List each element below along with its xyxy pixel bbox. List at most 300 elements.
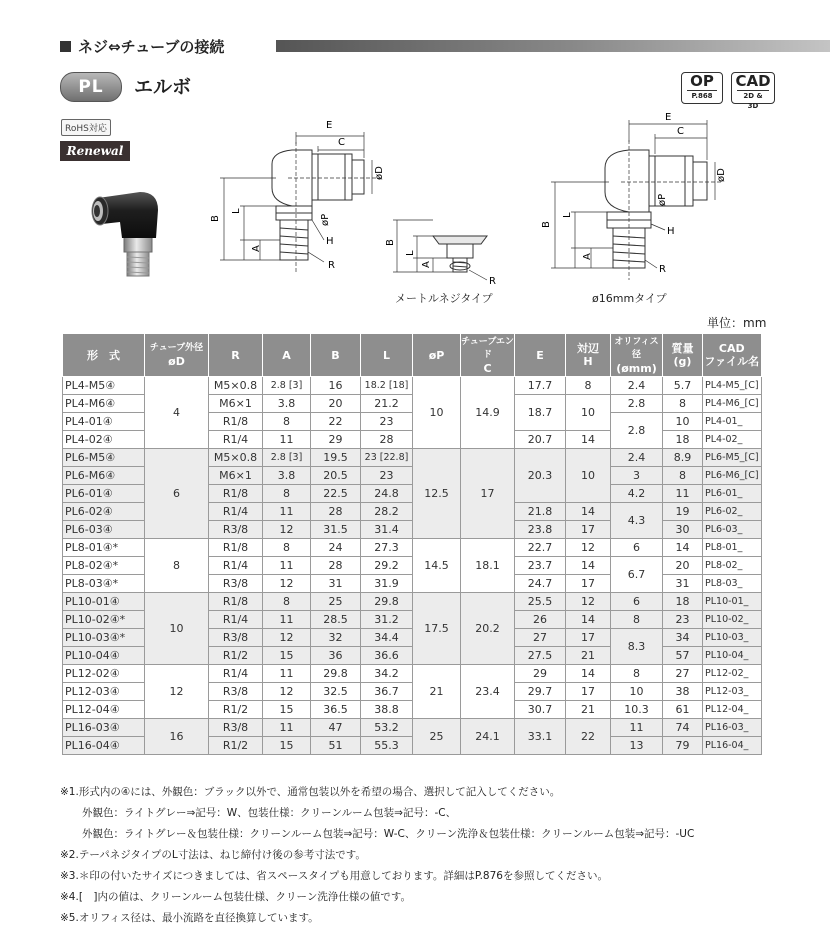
op-label: OP [690,72,714,90]
cell-l: 29.8 [361,593,413,611]
dimension-drawing-standard [200,112,385,292]
cell-orifice: 4.2 [611,485,663,503]
cell-mass: 20 [663,557,703,575]
cell-tube-od: 16 [145,719,209,755]
cell-h: 14 [566,431,611,449]
note-1-sub-a: 外観色：ライトグレー⇒記号：W、包装仕様：クリーンルーム包装⇒記号：-C、 [82,807,457,819]
cell-h: 17 [566,683,611,701]
cell-r: M6×1 [209,467,263,485]
cell-b: 25 [311,593,361,611]
cell-e: 17.7 [515,377,566,395]
product-name: エルボ [134,76,192,98]
cell-h: 14 [566,611,611,629]
cell-l: 53.2 [361,719,413,737]
svg-text:R: R [489,276,496,287]
cell-orifice: 2.4 [611,449,663,467]
svg-text:H: H [326,236,334,247]
column-header-line: H [583,355,593,368]
cell-p: 21 [413,665,461,719]
cell-orifice: 6 [611,539,663,557]
cell-p: 25 [413,719,461,755]
cell-h: 12 [566,539,611,557]
cell-b: 22 [311,413,361,431]
table-row [63,593,762,611]
cell-r: R3/8 [209,719,263,737]
footnotes [60,782,830,929]
cell-c: 17 [461,449,515,539]
cell-p: 10 [413,377,461,449]
spec-table [62,333,762,755]
cell-c: 18.1 [461,539,515,593]
cell-orifice: 3 [611,467,663,485]
cell-a: 8 [263,413,311,431]
cell-mass: 10 [663,413,703,431]
cell-model: PL6-M6④ [63,467,145,485]
cell-model: PL6-01④ [63,485,145,503]
column-header-line: øP [428,348,445,362]
cell-model: PL4-01④ [63,413,145,431]
cell-tube-od: 4 [145,377,209,449]
svg-text:H: H [667,226,675,237]
cell-cad-file: PL12-04_ [703,701,762,719]
cell-e: 23.7 [515,557,566,575]
cell-model: PL8-03④* [63,575,145,593]
cell-a: 12 [263,629,311,647]
cell-mass: 57 [663,647,703,665]
column-header-line: オリフィス径 [614,336,659,360]
cell-cad-file: PL6-01_ [703,485,762,503]
cell-r: M6×1 [209,395,263,413]
cell-e: 24.7 [515,575,566,593]
column-header [611,334,663,377]
column-header-line: 形 式 [87,348,120,362]
cell-r: R1/4 [209,431,263,449]
cell-b: 32 [311,629,361,647]
column-header-line: (ømm) [616,361,657,375]
cell-mass: 14 [663,539,703,557]
svg-text:A: A [251,245,262,252]
cell-r: R1/8 [209,593,263,611]
cell-l: 55.3 [361,737,413,755]
cell-mass: 8 [663,395,703,413]
cell-model: PL12-03④ [63,683,145,701]
cell-mass: 8 [663,467,703,485]
cell-r: M5×0.8 [209,377,263,395]
cell-b: 29 [311,431,361,449]
cell-l: 28.2 [361,503,413,521]
cell-r: R1/2 [209,701,263,719]
cell-a: 2.8 [3] [263,377,311,395]
note-4: ※4.[ ]内の値は、クリーンルーム包装仕様、クリーン洗浄仕様の値です。 [60,891,411,903]
cell-a: 15 [263,647,311,665]
table-body [63,377,762,755]
cell-orifice: 11 [611,719,663,737]
cad-tag[interactable] [731,72,775,110]
cell-b: 22.5 [311,485,361,503]
cell-tube-od: 10 [145,593,209,665]
cell-e: 20.7 [515,431,566,449]
note-5: ※5.オリフィス径は、最小流路を直径換算しています。 [60,912,319,924]
cell-r: R1/8 [209,413,263,431]
svg-text:A: A [421,261,432,268]
cell-e: 33.1 [515,719,566,755]
options-page-tag[interactable] [681,72,723,104]
cell-l: 24.8 [361,485,413,503]
column-header [566,334,611,377]
cell-cad-file: PL10-04_ [703,647,762,665]
cell-cad-file: PL16-04_ [703,737,762,755]
cell-l: 21.2 [361,395,413,413]
column-header [311,334,361,377]
header-square-marker [60,41,71,52]
cell-orifice: 8.3 [611,629,663,665]
section-title: ネジ⇔チューブの接続 [78,38,225,56]
cell-mass: 23 [663,611,703,629]
cell-mass: 19 [663,503,703,521]
cell-l: 31.9 [361,575,413,593]
cell-a: 11 [263,431,311,449]
cell-mass: 18 [663,593,703,611]
cell-cad-file: PL8-03_ [703,575,762,593]
cell-b: 47 [311,719,361,737]
cell-cad-file: PL10-02_ [703,611,762,629]
cell-b: 28 [311,503,361,521]
cell-a: 2.8 [3] [263,449,311,467]
cell-mass: 30 [663,521,703,539]
cell-l: 36.7 [361,683,413,701]
svg-text:B: B [385,239,396,246]
column-header-line: øD [168,355,185,368]
cell-orifice: 10 [611,683,663,701]
note-1-sub-b: 外観色：ライトグレー＆包装仕様：クリーンルーム包装⇒記号：W-C、クリーン洗浄＆包装仕様：クリーンルーム包装⇒記号：-UC [82,828,695,840]
dimension-drawing-metric [383,212,503,290]
svg-text:øD: øD [374,166,385,180]
cell-h: 21 [566,647,611,665]
cell-r: R3/8 [209,521,263,539]
cell-mass: 38 [663,683,703,701]
cell-b: 16 [311,377,361,395]
cell-e: 27.5 [515,647,566,665]
cell-model: PL12-02④ [63,665,145,683]
cell-h: 12 [566,593,611,611]
column-header [361,334,413,377]
cell-cad-file: PL10-01_ [703,593,762,611]
header-gradient-bar [276,40,830,52]
cell-r: R1/2 [209,737,263,755]
cell-b: 24 [311,539,361,557]
cell-cad-file: PL12-02_ [703,665,762,683]
cell-a: 12 [263,683,311,701]
table-row [63,665,762,683]
cell-cad-file: PL10-03_ [703,629,762,647]
product-photo [80,178,180,288]
cell-p: 14.5 [413,539,461,593]
cell-orifice: 6 [611,593,663,611]
cell-e: 30.7 [515,701,566,719]
cell-h: 14 [566,665,611,683]
cell-h: 17 [566,629,611,647]
cell-e: 26 [515,611,566,629]
cad-label: CAD [735,72,771,90]
column-header [515,334,566,377]
cell-l: 23 [361,413,413,431]
cell-b: 31 [311,575,361,593]
svg-text:L: L [231,208,242,214]
cell-h: 14 [566,503,611,521]
cell-l: 31.2 [361,611,413,629]
note-1: ※1.形式内の④には、外観色：ブラック以外で、通常包装以外を希望の場合、選択して記入してください。 [60,786,561,798]
cell-model: PL6-02④ [63,503,145,521]
cell-a: 8 [263,593,311,611]
cell-cad-file: PL8-01_ [703,539,762,557]
column-header-line: B [331,348,340,362]
cell-cad-file: PL4-01_ [703,413,762,431]
cell-e: 22.7 [515,539,566,557]
cell-orifice: 2.4 [611,377,663,395]
column-header-line: ファイル名 [704,355,760,368]
caption-metric-type: メートルネジタイプ [395,292,493,305]
cell-mass: 11 [663,485,703,503]
column-header [263,334,311,377]
cell-orifice: 8 [611,611,663,629]
cell-model: PL4-02④ [63,431,145,449]
column-header [703,334,762,377]
cell-cad-file: PL4-M5_[C] [703,377,762,395]
column-header [63,334,145,377]
cell-b: 20.5 [311,467,361,485]
svg-text:E: E [326,120,333,131]
cell-model: PL10-04④ [63,647,145,665]
table-row [63,719,762,737]
cell-mass: 74 [663,719,703,737]
cell-a: 15 [263,737,311,755]
cell-model: PL12-04④ [63,701,145,719]
cell-l: 36.6 [361,647,413,665]
cell-cad-file: PL12-03_ [703,683,762,701]
table-header-row [63,334,762,377]
cad-sub: 2D & 3D [737,90,769,111]
rohs-badge: RoHS対応 [61,119,111,136]
cell-b: 51 [311,737,361,755]
svg-text:R: R [659,264,666,275]
cell-orifice: 6.7 [611,557,663,593]
cell-b: 32.5 [311,683,361,701]
column-header-line: R [231,348,240,362]
cell-h: 22 [566,719,611,755]
column-header [209,334,263,377]
cell-c: 20.2 [461,593,515,665]
svg-text:B: B [210,215,221,222]
cell-e: 18.7 [515,395,566,431]
cell-mass: 34 [663,629,703,647]
cell-mass: 18 [663,431,703,449]
cell-orifice: 13 [611,737,663,755]
table-row [63,377,762,395]
dimension-drawing-16mm [525,112,730,292]
cell-orifice: 2.8 [611,395,663,413]
cell-tube-od: 12 [145,665,209,719]
cell-mass: 27 [663,665,703,683]
cell-p: 12.5 [413,449,461,539]
cell-r: R3/8 [209,683,263,701]
column-header-line: E [536,348,544,362]
cell-r: R1/8 [209,485,263,503]
column-header-line: A [282,348,291,362]
svg-text:øP: øP [657,193,668,206]
note-2: ※2.テーパネジタイプのL寸法は、ねじ締付け後の参考寸法です。 [60,849,366,861]
cell-b: 28.5 [311,611,361,629]
cell-cad-file: PL4-02_ [703,431,762,449]
cell-r: R1/4 [209,665,263,683]
cell-h: 10 [566,449,611,503]
cell-l: 29.2 [361,557,413,575]
cell-model: PL8-01④* [63,539,145,557]
cell-r: R3/8 [209,575,263,593]
cell-r: R1/4 [209,503,263,521]
cell-cad-file: PL6-02_ [703,503,762,521]
cell-model: PL10-01④ [63,593,145,611]
cell-orifice: 8 [611,665,663,683]
renewal-badge: Renewal [60,141,130,161]
cell-p: 17.5 [413,593,461,665]
column-header-line: 質量 [671,342,694,355]
cell-model: PL4-M6④ [63,395,145,413]
cell-r: R1/4 [209,557,263,575]
cell-l: 31.4 [361,521,413,539]
unit-label: 単位：mm [707,316,767,330]
cell-e: 27 [515,629,566,647]
cell-b: 28 [311,557,361,575]
cell-model: PL16-04④ [63,737,145,755]
column-header-line: L [382,348,390,362]
table-row [63,449,762,467]
cell-orifice: 2.8 [611,413,663,449]
column-header-line: CAD [718,342,745,355]
column-header-line: チューブエンド [461,336,514,360]
cell-tube-od: 8 [145,539,209,593]
caption-16mm-type: ø16mmタイプ [592,292,667,305]
cell-cad-file: PL6-M6_[C] [703,467,762,485]
cell-r: R1/4 [209,611,263,629]
cell-c: 24.1 [461,719,515,755]
cell-mass: 5.7 [663,377,703,395]
cell-a: 11 [263,611,311,629]
svg-text:E: E [665,112,672,123]
cell-l: 34.4 [361,629,413,647]
svg-text:C: C [338,137,345,148]
cell-b: 36 [311,647,361,665]
cell-h: 10 [566,395,611,431]
cell-b: 19.5 [311,449,361,467]
cell-a: 15 [263,701,311,719]
column-header [413,334,461,377]
cell-b: 20 [311,395,361,413]
cell-a: 8 [263,485,311,503]
op-page: P.868 [687,90,717,101]
svg-text:L: L [562,212,573,218]
cell-model: PL10-02④* [63,611,145,629]
cell-l: 23 [361,467,413,485]
cell-mass: 8.9 [663,449,703,467]
column-header-line: 対辺 [577,342,599,355]
cell-model: PL4-M5④ [63,377,145,395]
cell-e: 29.7 [515,683,566,701]
note-3: ※3.＊印の付いたサイズにつきましては、省スペースタイプも用意しております。詳細はP.876を参照してください。 [60,870,608,882]
svg-text:A: A [582,253,593,260]
cell-e: 23.8 [515,521,566,539]
cell-r: M5×0.8 [209,449,263,467]
cell-cad-file: PL8-02_ [703,557,762,575]
cell-mass: 61 [663,701,703,719]
cell-c: 14.9 [461,377,515,449]
cell-l: 34.2 [361,665,413,683]
cell-b: 31.5 [311,521,361,539]
column-header [663,334,703,377]
cell-r: R1/8 [209,539,263,557]
cell-a: 12 [263,521,311,539]
cell-l: 23 [22.8] [361,449,413,467]
svg-text:L: L [405,250,416,256]
cell-l: 38.8 [361,701,413,719]
column-header-line: (g) [673,355,692,368]
cell-r: R1/2 [209,647,263,665]
svg-text:R: R [328,260,335,271]
cell-a: 12 [263,575,311,593]
column-header-line: チューブ外径 [149,343,204,353]
cell-l: 28 [361,431,413,449]
cell-h: 21 [566,701,611,719]
column-header [461,334,515,377]
cell-model: PL8-02④* [63,557,145,575]
cell-cad-file: PL4-M6_[C] [703,395,762,413]
cell-model: PL16-03④ [63,719,145,737]
product-series-badge: PL [60,72,122,102]
cell-a: 3.8 [263,395,311,413]
cell-r: R3/8 [209,629,263,647]
cell-a: 11 [263,665,311,683]
cell-h: 17 [566,575,611,593]
cell-h: 8 [566,377,611,395]
cell-c: 23.4 [461,665,515,719]
svg-text:øP: øP [320,213,331,226]
cell-l: 18.2 [18] [361,377,413,395]
cell-e: 21.8 [515,503,566,521]
cell-a: 8 [263,539,311,557]
cell-b: 29.8 [311,665,361,683]
cell-model: PL6-03④ [63,521,145,539]
cell-cad-file: PL16-03_ [703,719,762,737]
cell-h: 17 [566,521,611,539]
cell-l: 27.3 [361,539,413,557]
cell-model: PL6-M5④ [63,449,145,467]
cell-mass: 31 [663,575,703,593]
cell-tube-od: 6 [145,449,209,539]
cell-e: 20.3 [515,449,566,503]
cell-model: PL10-03④* [63,629,145,647]
cell-b: 36.5 [311,701,361,719]
cell-cad-file: PL6-M5_[C] [703,449,762,467]
cell-orifice: 10.3 [611,701,663,719]
svg-text:B: B [541,221,552,228]
cell-a: 3.8 [263,467,311,485]
table-row [63,539,762,557]
svg-text:øD: øD [716,168,727,182]
cell-a: 11 [263,503,311,521]
cell-cad-file: PL6-03_ [703,521,762,539]
cell-a: 11 [263,719,311,737]
cell-mass: 79 [663,737,703,755]
cell-h: 14 [566,557,611,575]
